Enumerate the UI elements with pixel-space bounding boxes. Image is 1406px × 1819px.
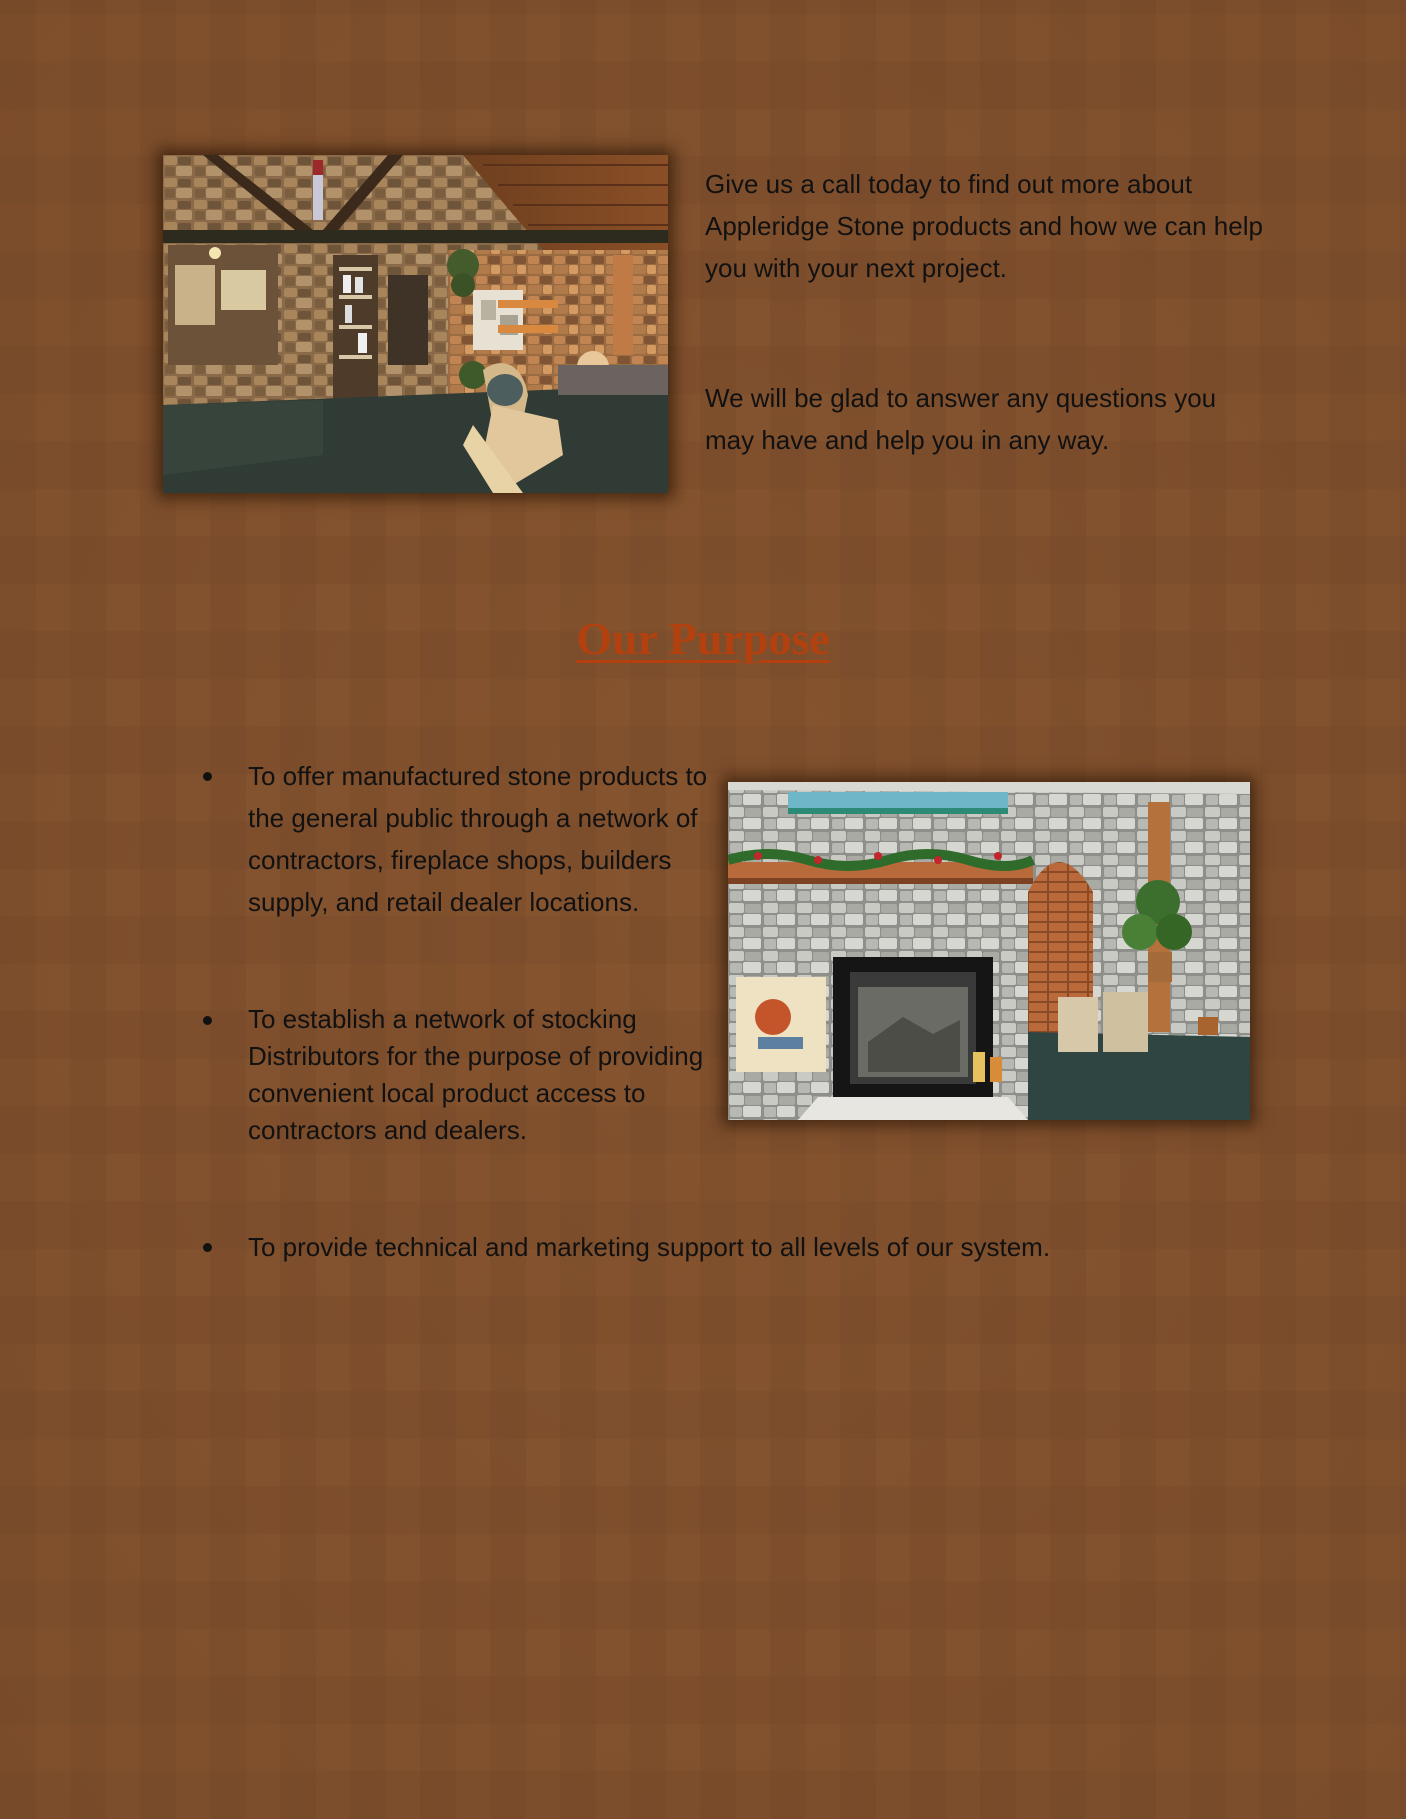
bullet-icon <box>203 772 212 781</box>
bullet-icon <box>203 1016 212 1025</box>
intro-call-text: Give us a call today to find out more about Appleridge Stone products and how we can help you with your next project. <box>705 169 1263 283</box>
showroom-photo-illustration <box>163 155 668 493</box>
fireplace-photo-illustration <box>728 782 1250 1120</box>
purpose-item-text: To offer manufactured stone products to the general public through a network of contractors, fireplace shops, builders supply, and retail dealer locations. <box>248 761 708 917</box>
intro-help-text: We will be glad to answer any questions you may have and help you in any way. <box>705 383 1217 455</box>
our-purpose-heading: Our Purpose <box>576 613 830 664</box>
showroom-photo <box>163 155 668 493</box>
purpose-item-text: To provide technical and marketing support to all levels of our system. <box>248 1232 1051 1262</box>
purpose-item-text: To establish a network of stocking Distributors for the purpose of providing convenient local product access to contractors and dealers. <box>248 1004 704 1145</box>
bullet-icon <box>203 1243 212 1252</box>
fireplace-photo <box>728 782 1250 1120</box>
